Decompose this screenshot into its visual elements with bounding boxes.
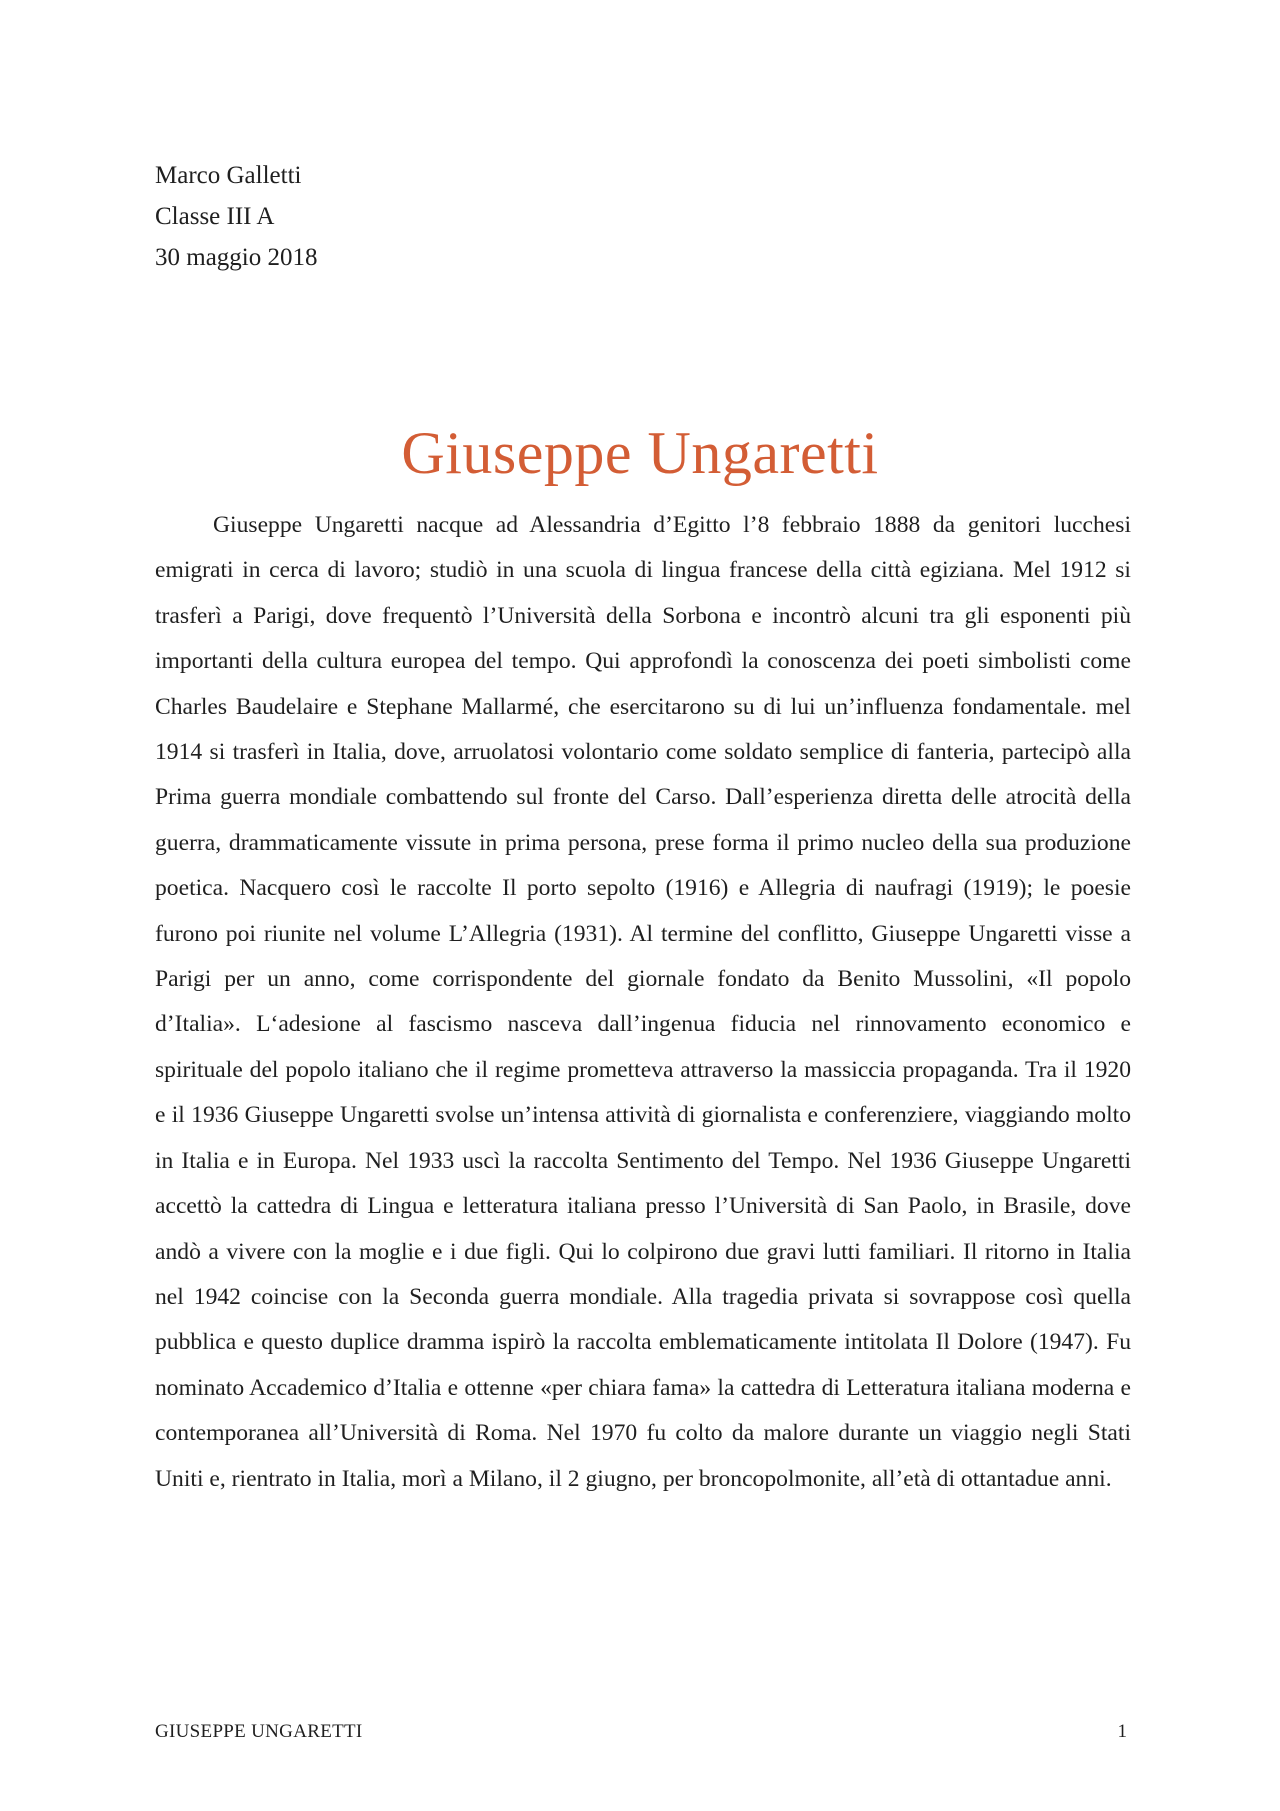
class-label: Classe III A <box>155 203 275 230</box>
body-paragraph: Giuseppe Ungaretti nacque ad Alessandria d’Egitto l’8 febbraio 1888 da genitori lucchesi emigrati in cerca di lavoro; studiò in una scuola di lingua francese della città egiziana. Mel 1912 si trasferì a Parigi, dove frequentò l’Università della Sorbona e incontrò alcuni tra gli esponenti più importanti della cultura europea del tempo. Qui approfondì la conoscenza dei poeti simbolisti come Charles Baudelaire e Stephane Mallarmé, che esercitarono su di lui un’influenza fondamentale. mel 1914 si trasferì in Italia, dove, arruolatosi volontario come soldato semplice di fanteria, partecipò alla Prima guerra mondiale combattendo sul fronte del Carso. Dall’esperienza diretta delle atrocità della guerra, drammaticamente vissute in prima persona, prese forma il primo nucleo della sua produzione poetica. Nacquero così le raccolte Il porto sepolto (1916) e Allegria di naufragi (1919); le poesie furono poi riunite nel volume L’Allegria (1931). Al termine del conflitto, Giuseppe Ungaretti visse a Parigi per un anno, come corrispondente del giornale fondato da Benito Mussolini, «Il popolo d’Italia». L‘adesione al fascismo nasceva dall’ingenua fiducia nel rinnovamento economico e spirituale del popolo italiano che il regime prometteva attraverso la massiccia propaganda. Tra il 1920 e il 1936 Giuseppe Ungaretti svolse un’intensa attività di giornalista e conferenziere, viaggiando molto in Italia e in Europa. Nel 1933 uscì la raccolta Sentimento del Tempo. Nel 1936 Giuseppe Ungaretti accettò la cattedra di Lingua e letteratura italiana presso l’Università di San Paolo, in Brasile, dove andò a vivere con la moglie e i due figli. Qui lo colpirono due gravi lutti familiari. Il ritorno in Italia nel 1942 coincise con la Seconda guerra mondiale. Alla tragedia privata si sovrappose così quella pubblica e questo duplice dramma ispirò la raccolta emblematicamente intitolata Il Dolore (1947). Fu nominato Accademico d’Italia e ottenne «per chiara fama» la cattedra di Letteratura italiana moderna e contemporanea all’Università di Roma. Nel 1970 fu colto da malore durante un viaggio negli Stati Uniti e, rientrato in Italia, morì a Milano, il 2 giugno, per broncopolmonite, all’età di ottantadue anni. <box>155 512 1131 1492</box>
author-header <box>155 155 318 278</box>
page-number: 1 <box>1117 1721 1127 1742</box>
document-date: 30 maggio 2018 <box>155 244 318 271</box>
author-name: Marco Galletti <box>155 162 302 189</box>
footer-running-title: GIUSEPPE UNGARETTI <box>155 1721 363 1742</box>
document-title: Giuseppe Ungaretti <box>401 420 879 487</box>
